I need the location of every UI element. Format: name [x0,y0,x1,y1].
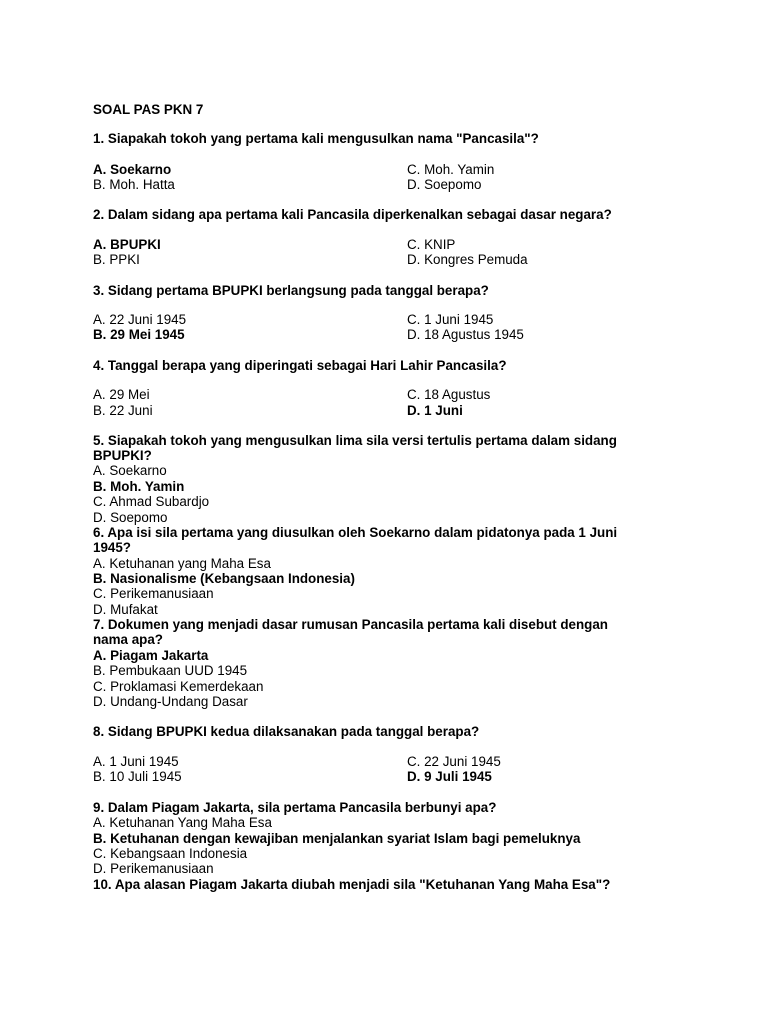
q8-option-c: C. 22 Juni 1945 [407,754,501,769]
q5-option-c: C. Ahmad Subardjo [93,494,210,509]
q5-option-a: A. Soekarno [93,463,167,478]
q6-option-b: B. Nasionalisme (Kebangsaan Indonesia) [93,571,355,586]
q1-option-a: A. Soekarno [93,162,172,177]
q4-option-d: D. 1 Juni [407,403,463,418]
q2-option-b: B. PPKI [93,252,140,267]
q4-option-a: A. 29 Mei [93,387,150,402]
question-7-line-2: nama apa? [93,632,163,647]
q4-option-b: B. 22 Juni [93,403,153,418]
q9-option-c: C. Kebangsaan Indonesia [93,846,248,861]
q5-option-d: D. Soepomo [93,510,168,525]
q8-option-b: B. 10 Juli 1945 [93,769,182,784]
q3-option-d: D. 18 Agustus 1945 [407,327,524,342]
q1-option-d: D. Soepomo [407,177,482,192]
q7-option-d: D. Undang-Undang Dasar [93,694,248,709]
question-5-line-2: BPUPKI? [93,448,152,463]
question-1: 1. Siapakah tokoh yang pertama kali mengusulkan nama "Pancasila"? [93,131,539,146]
q7-option-a: A. Piagam Jakarta [93,648,209,663]
question-9: 9. Dalam Piagam Jakarta, sila pertama Pancasila berbunyi apa? [93,800,497,815]
question-4: 4. Tanggal berapa yang diperingati sebagai Hari Lahir Pancasila? [93,358,507,373]
q7-option-c: C. Proklamasi Kemerdekaan [93,679,264,694]
q3-option-a: A. 22 Juni 1945 [93,312,187,327]
q9-option-b: B. Ketuhanan dengan kewajiban menjalankan syariat Islam bagi pemeluknya [93,831,581,846]
q7-option-b: B. Pembukaan UUD 1945 [93,663,248,678]
q9-option-d: D. Perikemanusiaan [93,861,214,876]
q8-option-a: A. 1 Juni 1945 [93,754,179,769]
question-6-line-1: 6. Apa isi sila pertama yang diusulkan oleh Soekarno dalam pidatonya pada 1 Juni [93,525,618,540]
q6-option-d: D. Mufakat [93,602,158,617]
q5-option-b: B. Moh. Yamin [93,479,185,494]
q1-option-b: B. Moh. Hatta [93,177,175,192]
document-title: SOAL PAS PKN 7 [93,102,204,117]
q6-option-a: A. Ketuhanan yang Maha Esa [93,556,271,571]
q2-option-c: C. KNIP [407,237,456,252]
q3-option-c: C. 1 Juni 1945 [407,312,494,327]
q1-option-c: C. Moh. Yamin [407,162,495,177]
q2-option-d: D. Kongres Pemuda [407,252,528,267]
q6-option-c: C. Perikemanusiaan [93,586,214,601]
question-2: 2. Dalam sidang apa pertama kali Pancasila diperkenalkan sebagai dasar negara? [93,207,612,222]
q8-option-d: D. 9 Juli 1945 [407,769,492,784]
q2-option-a: A. BPUPKI [93,237,161,252]
question-3: 3. Sidang pertama BPUPKI berlangsung pada tanggal berapa? [93,283,489,298]
question-8: 8. Sidang BPUPKI kedua dilaksanakan pada tanggal berapa? [93,724,480,739]
question-10: 10. Apa alasan Piagam Jakarta diubah menjadi sila "Ketuhanan Yang Maha Esa"? [93,877,611,892]
q4-option-c: C. 18 Agustus [407,387,491,402]
question-7-line-1: 7. Dokumen yang menjadi dasar rumusan Pancasila pertama kali disebut dengan [93,617,608,632]
q9-option-a: A. Ketuhanan Yang Maha Esa [93,815,272,830]
question-6-line-2: 1945? [93,540,131,555]
question-5-line-1: 5. Siapakah tokoh yang mengusulkan lima sila versi tertulis pertama dalam sidang [93,433,617,448]
q3-option-b: B. 29 Mei 1945 [93,327,185,342]
